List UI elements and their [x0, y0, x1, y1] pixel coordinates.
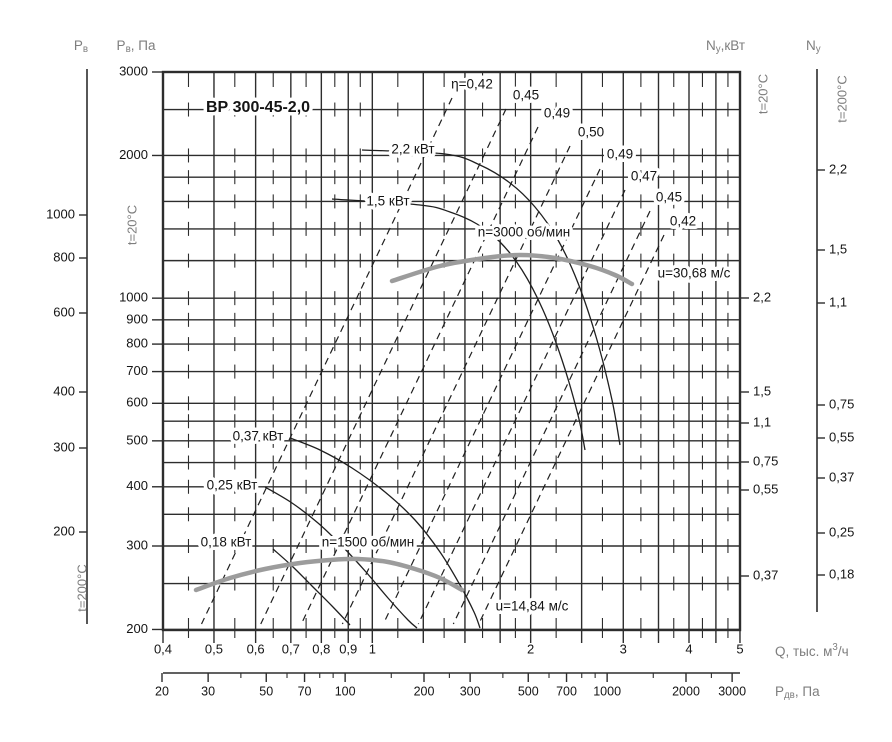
right-inner-axis-title: $N_у,кВт$	[706, 37, 746, 55]
efficiency-line	[342, 146, 570, 624]
power-tick-label: 1,1	[829, 294, 848, 310]
power-curve-label: 0,18 кВт	[200, 534, 252, 550]
power-tick-label: 0,55	[753, 481, 779, 497]
power-curve-label: 1,5 кВт	[366, 193, 410, 209]
pressure-tick-label: 900	[126, 311, 148, 327]
pressure-tick-label: 1000	[46, 206, 75, 222]
efficiency-label: 0,50	[577, 124, 605, 140]
efficiency-label: 0,42	[669, 213, 697, 229]
pdv-tick-label: 100	[334, 684, 356, 699]
x-axis-tick-label: 0,5	[204, 641, 224, 657]
temperature-label: t=200°C	[74, 564, 90, 612]
x-axis-tick-label: 4	[685, 641, 693, 657]
pdv-tick-label: 30	[201, 684, 216, 699]
pressure-tick-label: 1000	[119, 289, 148, 305]
efficiency-label: 0,45	[655, 189, 683, 205]
pressure-tick-label: 400	[126, 478, 148, 494]
pressure-tick-label: 3000	[119, 63, 148, 79]
pressure-tick-label: 600	[53, 304, 75, 320]
power-curve-label: 2,2 кВт	[391, 141, 435, 157]
pressure-tick-label: 300	[126, 537, 148, 553]
power-curve-label: 0,25 кВт	[206, 477, 258, 493]
efficiency-line	[479, 235, 664, 624]
pressure-tick-label: 600	[126, 394, 148, 410]
pressure-tick-label: 300	[53, 439, 75, 455]
x-axis-tick-label: 0,4	[153, 641, 173, 657]
power-tick-label: 1,5	[829, 241, 848, 257]
pdv-tick-label: 200	[413, 684, 435, 699]
x-axis-tick-label: 0,8	[312, 641, 331, 657]
efficiency-label: 0,45	[512, 87, 540, 103]
pressure-tick-label: 800	[126, 335, 148, 351]
power-tick-label: 0,37	[753, 567, 779, 583]
x-axis-tick-label: 2	[527, 641, 535, 657]
power-tick-label: 0,55	[829, 429, 855, 445]
pressure-tick-label: 800	[53, 249, 75, 265]
temperature-label: t=20°C	[755, 73, 771, 115]
speed-curve	[392, 255, 632, 284]
pressure-tick-label: 400	[53, 383, 75, 399]
x-axis-tick-label: 5	[736, 641, 744, 657]
efficiency-label: 0,47	[630, 168, 658, 184]
power-tick-label: 2,2	[829, 161, 848, 177]
power-tick-label: 2,2	[753, 289, 772, 305]
pressure-tick-label: 700	[126, 363, 148, 379]
pdv-tick-label: 20	[155, 684, 169, 699]
pressure-tick-label: 500	[126, 432, 148, 448]
speed-curve-label: n=3000 об/мин	[477, 224, 571, 240]
power-tick-label: 0,25	[829, 524, 855, 540]
tip-speed-label: u=30,68 м/с	[657, 265, 731, 281]
power-curve	[290, 438, 480, 628]
temperature-label: t=20°C	[124, 204, 140, 246]
speed-curve	[196, 559, 462, 590]
power-tick-label: 1,5	[753, 383, 772, 399]
pressure-tick-label: 2000	[119, 146, 148, 162]
chart-title: ВР 300-45-2,0	[205, 99, 311, 117]
power-curve-label: 0,37 кВт	[232, 428, 284, 444]
power-tick-label: 1,1	[753, 414, 772, 430]
pressure-tick-label: 200	[53, 523, 75, 539]
left-inner-axis-title: $P_в$, Па	[116, 37, 156, 55]
pdv-tick-label: 2000	[672, 684, 700, 699]
temperature-label: t=200°C	[834, 75, 850, 123]
speed-curve-label: n=1500 об/мин	[321, 534, 415, 550]
power-tick-label: 0,75	[753, 453, 779, 469]
x-axis-tick-label: 1	[368, 641, 376, 657]
pdv-tick-label: 70	[297, 684, 312, 699]
pressure-tick-label: 200	[126, 620, 148, 636]
pdv-tick-label: 700	[556, 684, 577, 699]
x-axis-title: Q, тыс. $м^3/ч$	[775, 641, 849, 659]
power-tick-label: 0,37	[829, 469, 855, 485]
pdv-axis-title: $P_{дв}$, Па	[775, 683, 820, 701]
efficiency-label: 0,49	[543, 105, 571, 121]
efficiency-label: 0,49	[606, 146, 634, 162]
efficiency-label: η=0,42	[451, 76, 493, 92]
pdv-tick-label: 50	[259, 684, 274, 699]
tip-speed-label: u=14,84 м/с	[495, 598, 569, 614]
pdv-tick-label: 3000	[718, 684, 747, 699]
x-axis-tick-label: 0,6	[246, 641, 265, 657]
right-outer-axis-title: $N_у$	[806, 37, 821, 55]
x-axis-tick-label: 3	[619, 641, 627, 657]
x-axis-tick-label: 0,9	[339, 641, 358, 657]
pdv-tick-label: 500	[517, 684, 539, 699]
left-outer-axis-title: $P_в$	[73, 37, 89, 55]
pdv-tick-label: 1000	[593, 684, 622, 699]
power-tick-label: 0,75	[829, 396, 855, 412]
pdv-tick-label: 300	[459, 684, 481, 699]
power-tick-label: 0,18	[829, 566, 855, 582]
x-axis-tick-label: 0,7	[281, 641, 300, 657]
